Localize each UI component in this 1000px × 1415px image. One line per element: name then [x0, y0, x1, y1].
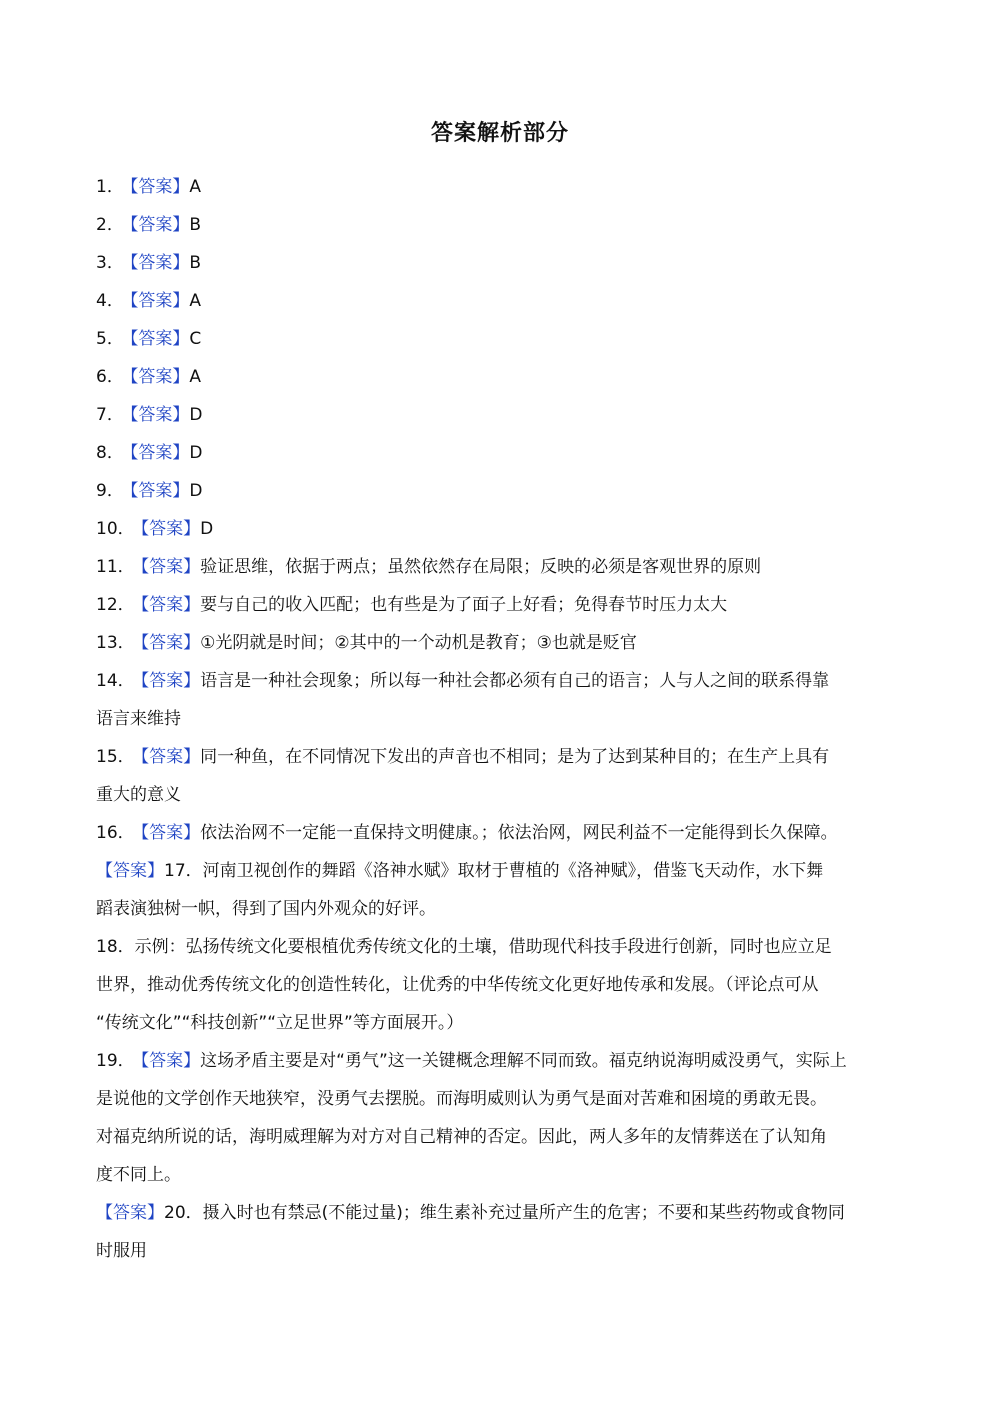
answer-item-19: [96, 1042, 906, 1080]
answer-tag: 【答案】: [129, 215, 190, 235]
answer-text: D: [189, 405, 203, 425]
answer-text: 同一种鱼，在不同情况下发出的声音也不相同；是为了达到某种目的；在生产上具有: [200, 747, 830, 767]
answer-item-14: [96, 662, 906, 700]
answer-tag: 【答案】: [129, 443, 190, 463]
answer-item-1: [96, 168, 906, 206]
item-number: 13．: [96, 633, 135, 653]
answer-item-16: [96, 814, 906, 852]
item-number: 15．: [96, 747, 135, 767]
answer-tag: 【答案】: [129, 291, 190, 311]
answer-tag: 【答案】: [129, 177, 190, 197]
item-number: 7．: [96, 405, 124, 425]
answer-list: [96, 168, 906, 1270]
item-number: 11．: [96, 557, 135, 577]
answer-text: 验证思维，依据于两点；虽然依然存在局限；反映的必须是客观世界的原则: [200, 557, 762, 577]
page-title: 答案解析部分: [430, 121, 569, 146]
answer-text: C: [189, 329, 202, 349]
item-number: 8．: [96, 443, 124, 463]
answer-text-continued: 重大的意义: [96, 785, 181, 805]
answer-text: 语言是一种社会现象；所以每一种社会都必须有自己的语言；人与人之间的联系得靠: [200, 671, 830, 691]
answer-text: 摄入时也有禁忌(不能过量)；维生素补充过量所产生的危害；不要和某些药物或食物同: [202, 1203, 845, 1223]
answer-tag: 【答案】: [96, 1203, 164, 1223]
answer-item-20: [96, 1194, 906, 1232]
answer-item-6: [96, 358, 906, 396]
answer-text-continued: 语言来维持: [96, 709, 181, 729]
answer-text-continued: 是说他的文学创作天地狭窄，没勇气去摆脱。而海明威则认为勇气是面对苦难和困境的勇敢无畏。: [96, 1089, 827, 1109]
answer-item-12: [96, 586, 906, 624]
item-number: 14．: [96, 671, 135, 691]
answer-item-17: [96, 852, 906, 890]
answer-text: 要与自己的收入匹配；也有些是为了面子上好看；免得春节时压力太大: [200, 595, 728, 615]
item-number: 10．: [96, 519, 135, 539]
item-number: 19．: [96, 1051, 135, 1071]
answer-item-9: [96, 472, 906, 510]
answer-tag: 【答案】: [140, 633, 201, 653]
item-number: 16．: [96, 823, 135, 843]
answer-text: B: [189, 215, 201, 235]
answer-text: D: [200, 519, 214, 539]
answer-text: 这场矛盾主要是对“勇气”这一关键概念理解不同而致。福克纳说海明威没勇气，实际上: [200, 1051, 847, 1071]
answer-tag: 【答案】: [96, 861, 164, 881]
item-number: 1．: [96, 177, 124, 197]
answer-tag: 【答案】: [140, 595, 201, 615]
answer-tag: 【答案】: [129, 405, 190, 425]
answer-text: A: [189, 291, 201, 311]
item-number: 6．: [96, 367, 124, 387]
answer-text: A: [189, 367, 201, 387]
answer-tag: 【答案】: [129, 253, 190, 273]
item-number: 20．: [164, 1203, 203, 1223]
answer-item-15: [96, 738, 906, 776]
answer-tag: 【答案】: [129, 481, 190, 501]
item-number: 4．: [96, 291, 124, 311]
answer-item-7: [96, 396, 906, 434]
answer-text: 示例：弘扬传统文化要根植优秀传统文化的土壤，借助现代科技手段进行创新，同时也应立足: [134, 937, 832, 957]
answer-item-2: [96, 206, 906, 244]
answer-text: 依法治网不一定能一直保持文明健康。；依法治网，网民利益不一定能得到长久保障。: [200, 823, 838, 843]
item-number: 12．: [96, 595, 135, 615]
answer-tag: 【答案】: [140, 557, 201, 577]
answer-tag: 【答案】: [129, 367, 190, 387]
answer-item-18: [96, 928, 906, 966]
answer-tag: 【答案】: [140, 823, 201, 843]
item-number: 2．: [96, 215, 124, 235]
answer-tag: 【答案】: [140, 519, 201, 539]
answer-item-4: [96, 282, 906, 320]
answer-item-11: [96, 548, 906, 586]
answer-tag: 【答案】: [140, 671, 201, 691]
item-number: 18．: [96, 937, 135, 957]
answer-tag: 【答案】: [140, 747, 201, 767]
answer-item-5: [96, 320, 906, 358]
answer-item-3: [96, 244, 906, 282]
answer-text: D: [189, 481, 203, 501]
answer-tag: 【答案】: [140, 1051, 201, 1071]
answer-text-continued: “传统文化”“科技创新”“立足世界”等方面展开。）: [96, 1013, 464, 1033]
answer-text: 河南卫视创作的舞蹈《洛神水赋》取材于曹植的《洛神赋》，借鉴飞天动作，水下舞: [202, 861, 824, 881]
answer-text-continued: 对福克纳所说的话，海明威理解为对方对自己精神的否定。因此，两人多年的友情葬送在了认知角: [96, 1127, 827, 1147]
answer-text-continued: 时服用: [96, 1241, 147, 1261]
item-number: 5．: [96, 329, 124, 349]
answer-item-8: [96, 434, 906, 472]
answer-text: B: [189, 253, 201, 273]
answer-text-continued: 蹈表演独树一帜，得到了国内外观众的好评。: [96, 899, 436, 919]
answer-item-13: [96, 624, 906, 662]
answer-text-continued: 世界，推动优秀传统文化的创造性转化，让优秀的中华传统文化更好地传承和发展。（评论点可从: [96, 975, 819, 995]
item-number: 17．: [164, 861, 203, 881]
answer-text-continued: 度不同上。: [96, 1165, 181, 1185]
answer-tag: 【答案】: [129, 329, 190, 349]
answer-text: ①光阴就是时间；②其中的一个动机是教育；③也就是贬官: [200, 633, 637, 653]
answer-item-10: [96, 510, 906, 548]
answer-text: D: [189, 443, 203, 463]
item-number: 3．: [96, 253, 124, 273]
answer-text: A: [189, 177, 201, 197]
item-number: 9．: [96, 481, 124, 501]
